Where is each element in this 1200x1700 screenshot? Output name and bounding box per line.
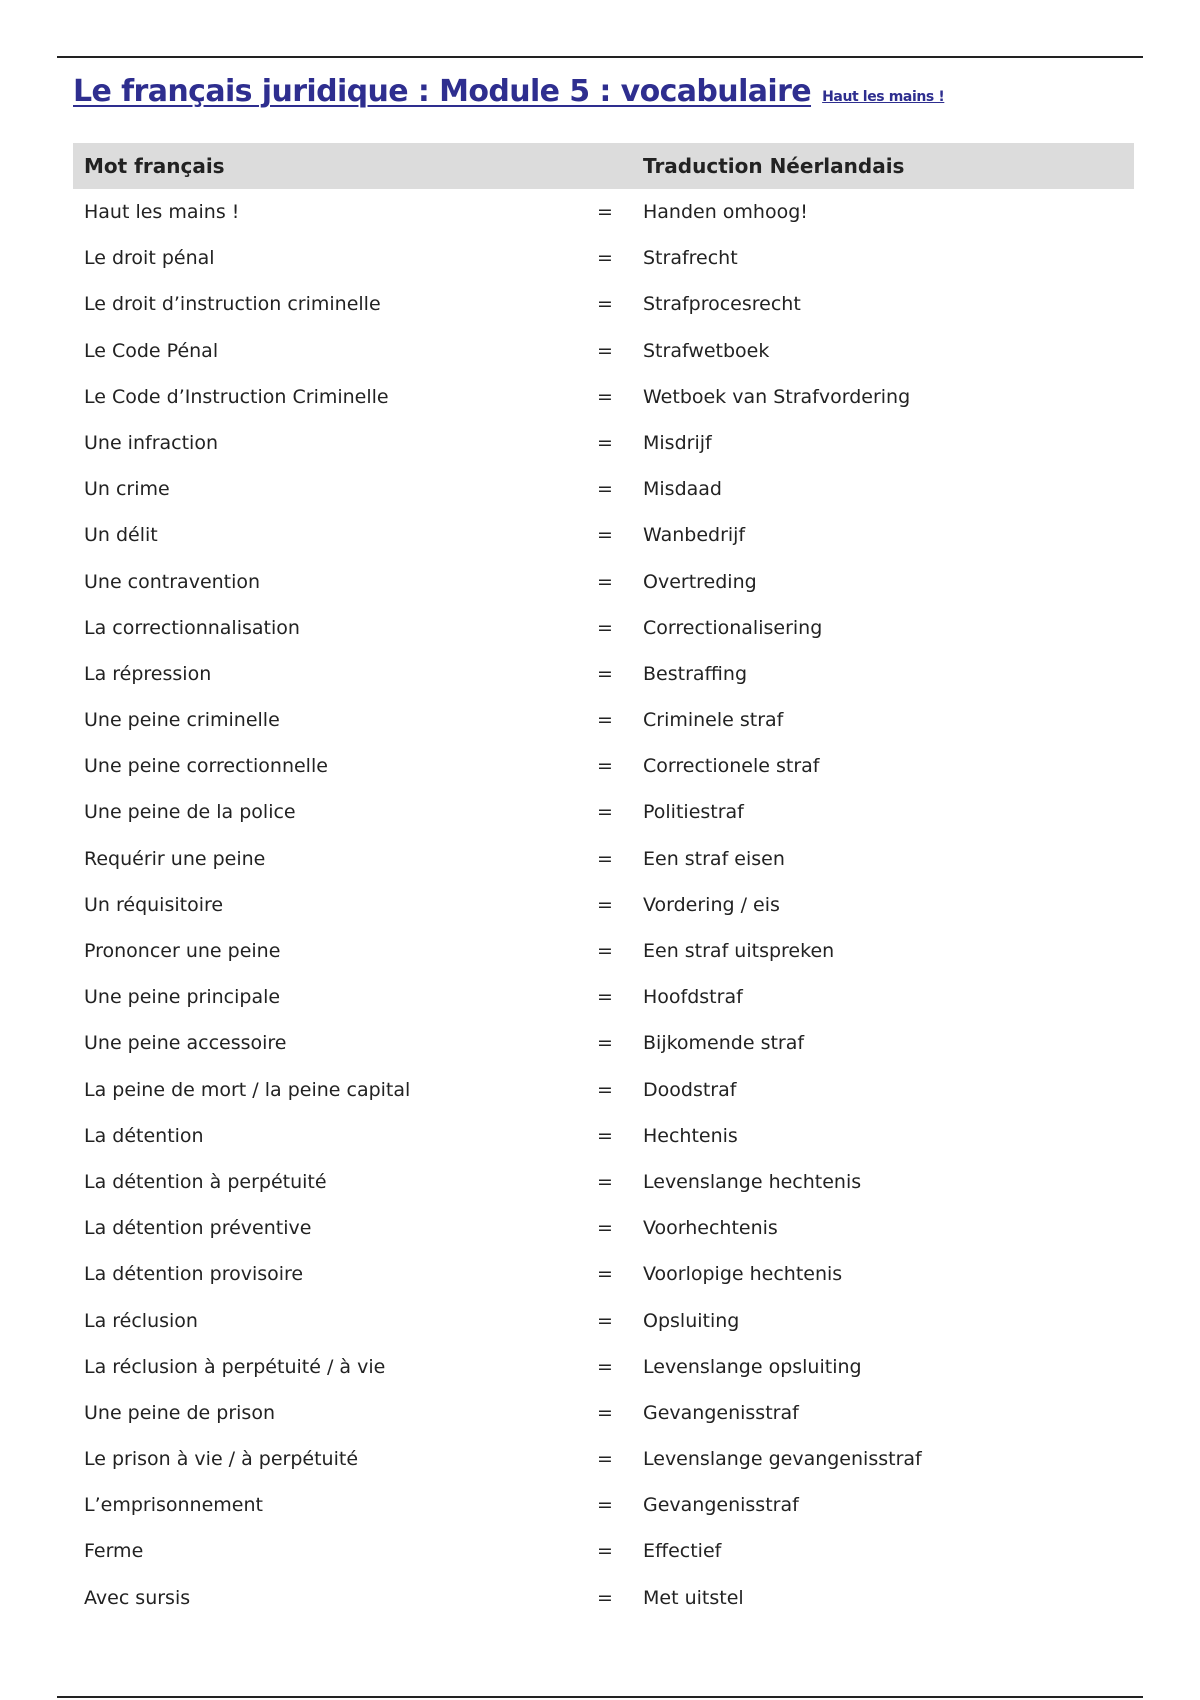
equals-sign: = (597, 478, 613, 501)
french-term: Un délit (84, 524, 158, 547)
equals-sign: = (597, 1401, 613, 1424)
equals-sign: = (597, 293, 613, 316)
equals-sign: = (597, 1263, 613, 1286)
dutch-translation: Correctionalisering (643, 616, 823, 639)
table-row (73, 743, 1134, 789)
dutch-translation: Vordering / eis (643, 893, 780, 916)
french-term: Une peine de prison (84, 1401, 275, 1424)
dutch-translation: Met uitstel (643, 1586, 744, 1609)
table-row (73, 559, 1134, 605)
table-row (73, 374, 1134, 420)
dutch-translation: Gevangenisstraf (643, 1401, 799, 1424)
dutch-translation: Misdaad (643, 478, 722, 501)
french-term: Une infraction (84, 431, 218, 454)
french-term: Un crime (84, 478, 170, 501)
french-term: La réclusion (84, 1309, 198, 1332)
equals-sign: = (597, 201, 613, 223)
french-term: Le Code Pénal (84, 339, 219, 362)
table-row (73, 420, 1134, 466)
dutch-translation: Doodstraf (643, 1078, 737, 1101)
table-row (73, 235, 1134, 281)
bottom-rule (57, 1696, 1143, 1698)
equals-sign: = (597, 1540, 613, 1563)
equals-sign: = (597, 1355, 613, 1378)
dutch-translation: Politiestraf (643, 801, 744, 824)
dutch-translation: Hoofdstraf (643, 986, 743, 1009)
header-dutch: Traduction Néerlandais (643, 154, 905, 178)
dutch-translation: Een straf uitspreken (643, 940, 835, 962)
title-block (73, 74, 944, 109)
table-row (73, 1251, 1134, 1297)
french-term: Une peine de la police (84, 801, 296, 824)
french-term: La détention (84, 1124, 204, 1147)
equals-sign: = (597, 893, 613, 916)
dutch-translation: Voorhechtenis (643, 1217, 778, 1240)
equals-sign: = (597, 1494, 613, 1517)
table-row (73, 789, 1134, 835)
french-term: La peine de mort / la peine capital (84, 1078, 411, 1101)
table-row (73, 1528, 1134, 1574)
table-row (73, 1113, 1134, 1159)
equals-sign: = (597, 1032, 613, 1055)
french-term: Haut les mains ! (84, 201, 240, 223)
dutch-translation: Wanbedrijf (643, 524, 746, 547)
equals-sign: = (597, 524, 613, 547)
table-row (73, 1159, 1134, 1205)
dutch-translation: Strafrecht (643, 247, 738, 270)
dutch-translation: Bijkomende straf (643, 1032, 805, 1055)
equals-sign: = (597, 385, 613, 408)
equals-sign: = (597, 1078, 613, 1101)
table-row (73, 1390, 1134, 1436)
table-row (73, 1067, 1134, 1113)
dutch-translation: Opsluiting (643, 1309, 740, 1332)
equals-sign: = (597, 940, 613, 962)
equals-sign: = (597, 431, 613, 454)
header-french: Mot français (84, 154, 225, 178)
dutch-translation: Misdrijf (643, 431, 712, 454)
table-row (73, 1344, 1134, 1390)
equals-sign: = (597, 1124, 613, 1147)
table-header (73, 143, 1134, 189)
equals-sign: = (597, 616, 613, 639)
equals-sign: = (597, 986, 613, 1009)
table-row (73, 605, 1134, 651)
french-term: La réclusion à perpétuité / à vie (84, 1355, 386, 1378)
table-row (73, 466, 1134, 512)
equals-sign: = (597, 755, 613, 778)
equals-sign: = (597, 847, 613, 870)
french-term: La répression (84, 662, 212, 685)
french-term: Une peine correctionnelle (84, 755, 328, 778)
dutch-translation: Handen omhoog! (643, 201, 808, 223)
dutch-translation: Correctionele straf (643, 755, 820, 778)
page-title: Le français juridique : Module 5 : vocabulaire (73, 74, 812, 109)
equals-sign: = (597, 1448, 613, 1471)
table-row (73, 836, 1134, 882)
french-term: Une peine principale (84, 986, 281, 1009)
french-term: Avec sursis (84, 1586, 191, 1609)
french-term: Prononcer une peine (84, 940, 281, 962)
table-row (73, 189, 1134, 235)
table-row (73, 1482, 1134, 1528)
equals-sign: = (597, 662, 613, 685)
dutch-translation: Strafprocesrecht (643, 293, 801, 316)
equals-sign: = (597, 339, 613, 362)
vocabulary-table (73, 143, 1134, 1621)
french-term: Ferme (84, 1540, 144, 1563)
dutch-translation: Levenslange gevangenisstraf (643, 1448, 922, 1471)
page-subtitle: Haut les mains ! (822, 89, 945, 105)
french-term: Le Code d’Instruction Criminelle (84, 385, 389, 408)
french-term: Un réquisitoire (84, 893, 224, 916)
dutch-translation: Strafwetboek (643, 339, 770, 362)
french-term: Le prison à vie / à perpétuité (84, 1448, 359, 1471)
french-term: Le droit d’instruction criminelle (84, 293, 381, 316)
french-term: La détention à perpétuité (84, 1170, 327, 1193)
french-term: Une peine criminelle (84, 709, 280, 732)
french-term: La détention provisoire (84, 1263, 304, 1286)
equals-sign: = (597, 1170, 613, 1193)
table-row (73, 882, 1134, 928)
dutch-translation: Overtreding (643, 570, 757, 593)
equals-sign: = (597, 1586, 613, 1609)
dutch-translation: Wetboek van Strafvordering (643, 385, 911, 408)
table-body (73, 189, 1134, 1621)
dutch-translation: Hechtenis (643, 1124, 738, 1147)
equals-sign: = (597, 801, 613, 824)
table-row (73, 328, 1134, 374)
equals-sign: = (597, 247, 613, 270)
french-term: Une peine accessoire (84, 1032, 287, 1055)
dutch-translation: Een straf eisen (643, 847, 785, 870)
table-row (73, 1020, 1134, 1066)
table-row (73, 651, 1134, 697)
equals-sign: = (597, 709, 613, 732)
table-row (73, 1575, 1134, 1621)
dutch-translation: Levenslange hechtenis (643, 1170, 862, 1193)
top-rule (57, 56, 1143, 58)
french-term: Une contravention (84, 570, 261, 593)
french-term: Le droit pénal (84, 247, 215, 270)
table-row (73, 1436, 1134, 1482)
table-row (73, 1298, 1134, 1344)
table-row (73, 512, 1134, 558)
table-row (73, 1205, 1134, 1251)
french-term: L’emprisonnement (84, 1494, 263, 1517)
dutch-translation: Criminele straf (643, 709, 784, 732)
equals-sign: = (597, 570, 613, 593)
table-row (73, 974, 1134, 1020)
dutch-translation: Voorlopige hechtenis (643, 1263, 843, 1286)
equals-sign: = (597, 1309, 613, 1332)
equals-sign: = (597, 1217, 613, 1240)
dutch-translation: Effectief (643, 1540, 722, 1563)
dutch-translation: Bestraffing (643, 662, 747, 685)
table-row (73, 281, 1134, 327)
dutch-translation: Levenslange opsluiting (643, 1355, 862, 1378)
french-term: La correctionnalisation (84, 616, 300, 639)
french-term: La détention préventive (84, 1217, 312, 1240)
dutch-translation: Gevangenisstraf (643, 1494, 799, 1517)
french-term: Requérir une peine (84, 847, 266, 870)
table-row (73, 697, 1134, 743)
table-row (73, 928, 1134, 974)
